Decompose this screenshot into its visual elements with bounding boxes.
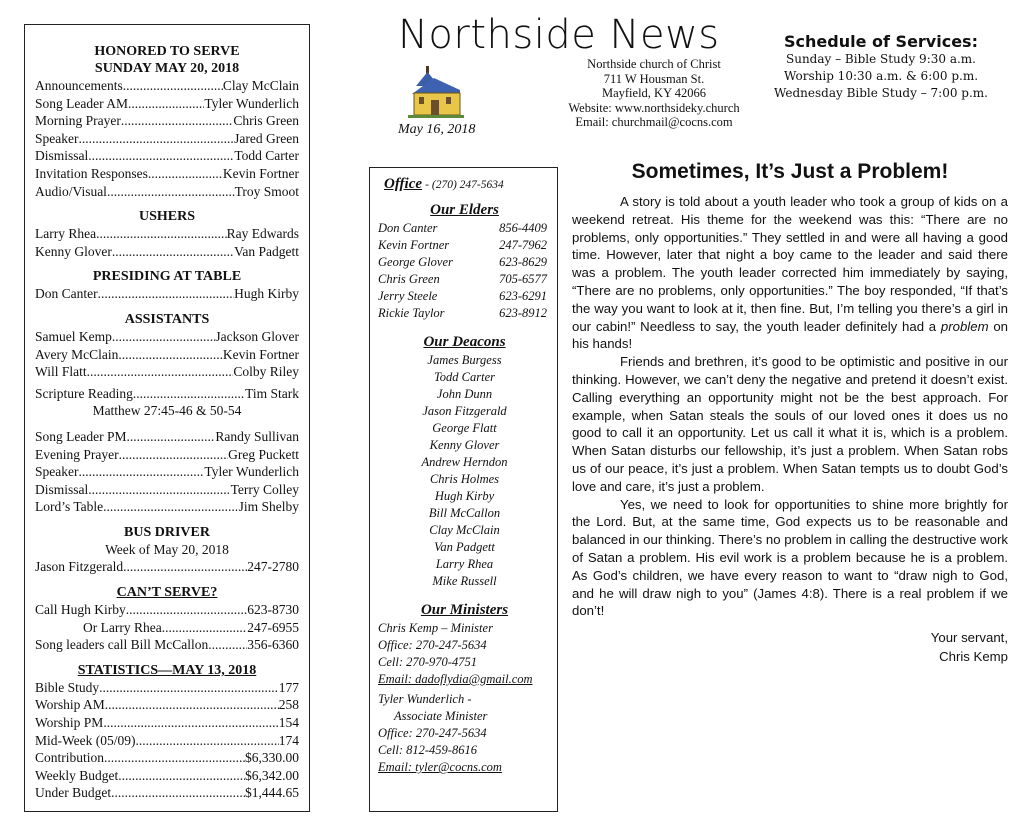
ministers-title: Our Ministers [420,602,509,618]
sign-off: Your servant, [930,630,1008,646]
church-website: Website: www.northsideky.church [568,100,740,115]
schedule-line: Worship 10:30 a.m. & 6:00 p.m. [783,69,979,83]
deacon-name: John Dunn [436,387,493,401]
presiding-title: PRESIDING AT TABLE [92,269,242,285]
elders-title: Our Elders [430,202,499,218]
deacons-title: Our Deacons [423,334,506,350]
minister-line: Cell: 812-459-8616 [378,743,477,757]
deacon-name: Mike Russell [432,574,497,588]
roster-row: Song Leader AM ..... Tyler Wunderlich [35,95,299,113]
roster-row: Avery McClain ..... Kevin Fortner [35,346,299,364]
stat-row: Bible Study ..... 177 [35,679,299,697]
elder-row: Kevin Fortner 247-7962 [378,238,547,252]
elder-row: George Glover 623-8629 [378,255,547,269]
minister-line: Cell: 270-970-4751 [378,655,477,669]
stat-row: Worship PM ..... 154 [35,714,299,732]
deacon-name: James Burgess [427,353,502,367]
elder-row: Don Canter 856-4409 [378,221,547,235]
bus-driver-title: BUS DRIVER [124,524,210,540]
deacon-name: Todd Carter [433,370,496,384]
minister-email-link[interactable]: Email: dadoflydia@gmail.com [378,672,533,686]
bus-week: Week of May 20, 2018 [105,541,229,557]
contacts-panel [369,167,558,812]
roster-row: Morning Prayer ..... Chris Green [35,112,299,130]
deacon-name: Bill McCallon [428,506,501,520]
honored-date: SUNDAY MAY 20, 2018 [94,61,240,76]
roster-row: Song leaders call Bill McCallon ..... 356-6360 [35,636,299,654]
article-paragraph: Friends and brethren, it’s good to be optimistic and positive in our thinking. However, we can’t deny the negative and pretend it doesn’t exist. Calling everything an opportunity might not be the best approach. For example, when Satan steals the souls of our loved ones it does us no good to call it an opportunity. Let us call it what it is, which is a problem. When Satan disturbs our fellowship, it’s just a problem. When Satan robs us of our peace, it’s just a problem. When Satan tempts us to doubt God’s love and care, it’s just a problem. [572,354,1008,494]
roster-row: Samuel Kemp ..... Jackson Glover [35,328,299,346]
deacon-name: Hugh Kirby [434,489,495,503]
roster-row: Jason Fitzgerald ..... 247-2780 [35,558,299,576]
roster-row: Will Flatt ..... Colby Riley [35,363,299,381]
assistants-title: ASSISTANTS [124,311,210,327]
honored-title: HONORED TO SERVE [94,44,240,59]
statistics-title: STATISTICS—MAY 13, 2018 [77,662,257,678]
roster-row: Kenny Glover ..... Van Padgett [35,243,299,261]
roster-row: Invitation Responses ..... Kevin Fortner [35,165,299,183]
roster-row: Evening Prayer ..... Greg Puckett [35,446,299,464]
stat-row: Mid-Week (05/09) ..... 174 [35,732,299,750]
emphasis: problem [940,318,989,334]
roster-row: Call Hugh Kirby ..... 623-8730 [35,601,299,619]
article-paragraph: Yes, we need to look for opportunities to shine more brightly for the Lord. But, at the same time, God expects us to be reasonable and balanced in our thinking. There’s no problem in calling the destructive work of Satan a problem. His evil work is a problem because he is a problem. As God’s children, we have every reason to want to “draw nigh to God, and he will draw nigh to you” (James 4:8). There is a real problem if we don’t! [572,496,1008,619]
elder-row: Rickie Taylor 623-8912 [378,306,547,320]
stat-row: Weekly Budget ..... $6,342.00 [35,767,299,785]
minister-line: Chris Kemp – Minister [378,621,493,635]
office-phone: - (270) 247-5634 [425,179,504,191]
elder-row: Chris Green 705-6577 [378,272,547,286]
stat-row: Worship AM ..... 258 [35,696,299,714]
deacon-name: Van Padgett [434,540,495,554]
issue-date: May 16, 2018 [398,122,476,137]
office-line [378,176,551,194]
roster-row: Speaker ..... Jared Green [35,130,299,148]
schedule-title: Schedule of Services: [784,32,978,51]
minister-line: Associate Minister [394,709,488,723]
church-email: Email: churchmail@cocns.com [575,115,733,129]
roster-row: Or Larry Rhea ..... 247-6955 [35,619,299,637]
deacon-name: Clay McClain [429,523,500,537]
roster-row: Lord’s Table ..... Jim Shelby [35,498,299,516]
roster-row: Speaker ..... Tyler Wunderlich [35,463,299,481]
church-name: Northside church of Christ [587,57,721,71]
deacon-name: Chris Holmes [429,472,500,486]
sign-name: Chris Kemp [939,649,1008,665]
minister-email-link[interactable]: Email: tyler@cocns.com [378,760,502,774]
minister-line: Office: 270-247-5634 [378,726,487,740]
stat-row: Contribution ..... $6,330.00 [35,749,299,767]
signature-block [572,628,1008,666]
roster-row: Dismissal ..... Terry Colley [35,481,299,499]
minister-line: Office: 270-247-5634 [378,638,487,652]
newsletter-title: Northside News [398,12,720,58]
deacon-name: George Flatt [432,421,497,435]
service-roster-panel [24,24,310,812]
roster-row: Scripture Reading ..... Tim Stark [35,385,299,403]
roster-row: Don Canter ..... Hugh Kirby [35,285,299,303]
roster-row: Announcements ..... Clay McClain [35,77,299,95]
cant-serve-title: CAN’T SERVE? [116,585,218,601]
office-label: Office [384,176,423,192]
ushers-title: USHERS [138,209,196,225]
roster-row: Song Leader PM ..... Randy Sullivan [35,428,299,446]
roster-row: Dismissal ..... Todd Carter [35,147,299,165]
scripture-reference: Matthew 27:45-46 & 50-54 [92,403,242,419]
roster-row: Audio/Visual ..... Troy Smoot [35,183,299,201]
deacon-name: Larry Rhea [435,557,494,571]
schedule-line: Wednesday Bible Study – 7:00 p.m. [774,86,988,100]
church-address-block [548,57,760,130]
article [572,160,1008,666]
church-street: 711 W Housman St. [603,71,705,86]
roster-row: Larry Rhea ..... Ray Edwards [35,225,299,243]
schedule-of-services [756,32,1006,102]
church-building-icon [404,64,466,120]
honored-list [35,77,299,200]
deacon-name: Kenny Glover [429,438,500,452]
deacon-name: Jason Fitzgerald [422,404,507,418]
article-paragraph: A story is told about a youth leader who took a group of kids on a weekend retreat. His theme for the weekend was this: “There are no problems, only opportunities.” They settled in and were all having a good time. However, later that night a boy came to the leader and said there was a problem. The youth leader corrected him immediately by saying, “There are no problems, only opportunities.” The boy responded, “If that’s the way you want to look at it, then fine. But, I’m telling you there’s a girl in our cabin!” Needless to say, the youth leader definitely had a problem on his hands! [572,194,1008,352]
article-title: Sometimes, It’s Just a Problem! [631,160,949,183]
stat-row: Under Budget ..... $1,444.65 [35,784,299,802]
minister-line: Tyler Wunderlich - [378,692,472,706]
elder-row: Jerry Steele 623-6291 [378,289,547,303]
deacon-name: Andrew Herndon [421,455,508,469]
church-city: Mayfield, KY 42066 [601,86,707,100]
schedule-line: Sunday – Bible Study 9:30 a.m. [786,52,976,66]
